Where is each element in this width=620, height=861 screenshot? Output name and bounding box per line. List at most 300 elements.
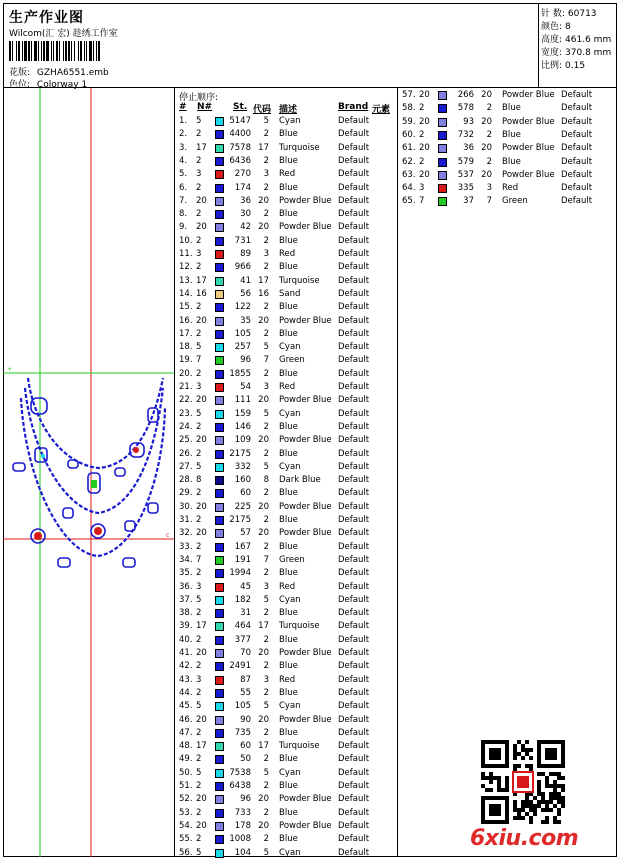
row-brand: Default: [338, 528, 370, 539]
row-description: Blue: [279, 541, 298, 552]
row-stitches: 735: [234, 727, 251, 738]
row-index: 23.: [179, 408, 193, 419]
row-needle: 2: [196, 421, 202, 432]
row-needle: 2: [196, 568, 202, 579]
row-stitches: 1008: [229, 834, 251, 845]
row-needle: 20: [196, 315, 207, 326]
row-description: Blue: [279, 727, 298, 738]
table-row: [175, 128, 395, 141]
table-row: [175, 461, 395, 474]
row-stitches: 266: [457, 90, 474, 100]
row-needle: 2: [196, 448, 202, 459]
row-description: Cyan: [279, 847, 301, 858]
row-index: 38.: [179, 608, 193, 619]
row-index: 13.: [179, 275, 193, 286]
row-description: Blue: [279, 634, 298, 645]
colorway-value: Colorway 1: [36, 80, 88, 90]
color-swatch: [215, 383, 224, 392]
meta-label: 针 数:: [541, 9, 565, 19]
table-row: [175, 567, 395, 580]
row-brand: Default: [338, 382, 370, 392]
row-description: Cyan: [279, 408, 301, 419]
color-swatch: [215, 343, 224, 352]
meta-row: [541, 45, 611, 58]
row-stitches: 732: [457, 129, 474, 140]
table-row: [398, 129, 618, 142]
row-brand: Default: [338, 461, 370, 472]
row-index: 11.: [179, 249, 193, 259]
row-stitches: 225: [234, 501, 251, 512]
color-swatch: [215, 396, 224, 405]
row-stitches: 57: [240, 528, 251, 539]
row-stitches: 70: [240, 648, 251, 658]
color-swatch: [215, 503, 224, 512]
row-index: 4.: [179, 155, 188, 166]
color-swatch: [438, 184, 447, 193]
row-code: 5: [263, 767, 269, 778]
row-description: Cyan: [279, 461, 301, 472]
row-description: Powder Blue: [279, 222, 332, 233]
row-index: 30.: [179, 501, 193, 512]
meta-label: 颜色:: [541, 22, 563, 32]
row-code: 20: [258, 648, 269, 658]
row-needle: 2: [196, 807, 202, 818]
color-swatch: [215, 809, 224, 818]
color-swatch: [215, 662, 224, 671]
row-brand: Default: [338, 794, 370, 805]
row-stitches: 7578: [229, 142, 251, 153]
row-stitches: 5147: [229, 116, 251, 126]
table-row: [175, 700, 395, 713]
color-swatch: [215, 237, 224, 246]
row-index: 56.: [179, 847, 193, 858]
row-index: 33.: [179, 541, 193, 552]
row-brand: Default: [338, 674, 370, 685]
row-stitches: 167: [234, 541, 251, 552]
row-index: 2.: [179, 129, 188, 140]
row-description: Powder Blue: [279, 435, 332, 446]
row-index: 45.: [179, 701, 193, 712]
row-code: 17: [258, 275, 269, 286]
table-row: [175, 634, 395, 647]
row-index: 25.: [179, 435, 193, 446]
row-description: Blue: [279, 262, 298, 273]
row-code: 20: [258, 528, 269, 539]
row-index: 19.: [179, 355, 193, 366]
row-brand: Default: [561, 103, 593, 114]
table-row: [175, 607, 395, 620]
row-needle: 2: [196, 488, 202, 499]
table-row: [175, 115, 395, 128]
table-row: [175, 288, 395, 301]
row-needle: 2: [196, 608, 202, 619]
row-stitches: 96: [240, 794, 251, 805]
row-brand: Default: [338, 155, 370, 166]
row-index: 49.: [179, 754, 193, 765]
row-needle: 3: [196, 581, 202, 592]
row-needle: 2: [196, 754, 202, 765]
table-row: [175, 155, 395, 168]
row-description: Turquoise: [279, 275, 320, 286]
row-index: 3.: [179, 142, 188, 153]
row-description: Turquoise: [279, 621, 320, 632]
table-row: [398, 182, 618, 195]
row-description: Cyan: [279, 701, 301, 712]
row-index: 7.: [179, 195, 188, 206]
row-description: Blue: [279, 421, 298, 432]
row-brand: Default: [338, 368, 370, 379]
row-code: 3: [263, 249, 269, 259]
row-code: 2: [263, 182, 269, 193]
row-code: 3: [486, 183, 492, 194]
row-brand: Default: [338, 288, 370, 299]
row-code: 20: [481, 143, 492, 154]
row-index: 55.: [179, 834, 193, 845]
row-brand: Default: [338, 328, 370, 339]
row-description: Blue: [502, 129, 521, 140]
row-stitches: 578: [457, 103, 474, 114]
col-header-code: 代码: [253, 105, 272, 115]
row-needle: 17: [196, 741, 207, 752]
row-needle: 20: [196, 501, 207, 512]
color-swatch: [215, 277, 224, 286]
table-row: [175, 847, 395, 860]
table-row: [175, 261, 395, 274]
row-index: 37.: [179, 594, 193, 605]
row-description: Powder Blue: [502, 116, 555, 127]
row-needle: 2: [196, 368, 202, 379]
row-index: 18.: [179, 342, 193, 353]
row-needle: 2: [196, 129, 202, 140]
row-stitches: 2175: [229, 515, 251, 525]
color-swatch: [215, 463, 224, 472]
row-brand: Default: [561, 156, 593, 167]
row-stitches: 54: [240, 382, 251, 392]
table-row: [175, 142, 395, 155]
table-row: [175, 275, 395, 288]
table-row: [398, 195, 618, 208]
svg-text:c: c: [166, 532, 170, 539]
row-index: 63.: [402, 169, 416, 180]
color-swatch: [215, 317, 224, 326]
color-sequence-column-1: [175, 88, 398, 857]
color-swatch: [215, 330, 224, 339]
row-description: Powder Blue: [279, 648, 332, 658]
row-needle: 2: [196, 182, 202, 193]
color-swatch: [215, 702, 224, 711]
row-index: 53.: [179, 807, 193, 818]
col-header-needle: N#: [197, 102, 213, 112]
row-stitches: 174: [234, 182, 251, 193]
row-needle: 20: [196, 222, 207, 233]
row-index: 35.: [179, 568, 193, 579]
row-brand: Default: [338, 222, 370, 233]
row-brand: Default: [338, 408, 370, 419]
row-stitches: 464: [234, 621, 251, 632]
row-index: 65.: [402, 196, 416, 207]
row-index: 27.: [179, 461, 193, 472]
table-row: [175, 740, 395, 753]
row-stitches: 42: [240, 222, 251, 233]
row-needle: 2: [196, 661, 202, 672]
row-code: 2: [263, 568, 269, 579]
row-stitches: 122: [234, 302, 251, 313]
table-row: [175, 620, 395, 633]
design-canvas: [3, 88, 175, 857]
row-index: 24.: [179, 421, 193, 432]
row-code: 8: [263, 475, 269, 486]
row-brand: Default: [338, 129, 370, 140]
row-stitches: 178: [234, 820, 251, 831]
row-brand: Default: [561, 90, 593, 100]
row-needle: 3: [196, 169, 202, 180]
table-row: [175, 594, 395, 607]
row-description: Dark Blue: [279, 475, 321, 486]
table-row: [398, 156, 618, 169]
color-swatch: [215, 543, 224, 552]
color-swatch: [215, 303, 224, 312]
row-code: 20: [258, 501, 269, 512]
color-swatch: [215, 489, 224, 498]
row-description: Cyan: [279, 342, 301, 353]
color-swatch: [215, 476, 224, 485]
row-description: Blue: [279, 807, 298, 818]
row-code: 20: [258, 315, 269, 326]
row-stitches: 50: [240, 754, 251, 765]
row-index: 61.: [402, 143, 416, 154]
row-index: 48.: [179, 741, 193, 752]
meta-label: 比例:: [541, 61, 563, 71]
row-code: 7: [486, 196, 492, 207]
page-title: 生产作业图: [9, 10, 84, 26]
row-index: 60.: [402, 129, 416, 140]
row-brand: Default: [338, 475, 370, 486]
table-row: [175, 221, 395, 234]
embroidery-preview: [3, 88, 174, 857]
color-swatch: [215, 689, 224, 698]
color-swatch: [438, 158, 447, 167]
row-description: Green: [502, 196, 528, 207]
row-index: 26.: [179, 448, 193, 459]
row-code: 3: [263, 581, 269, 592]
row-index: 54.: [179, 820, 193, 831]
row-stitches: 45: [240, 581, 251, 592]
row-needle: 2: [419, 129, 425, 140]
row-needle: 3: [419, 183, 425, 194]
row-description: Cyan: [279, 594, 301, 605]
color-swatch: [215, 144, 224, 153]
row-stitches: 7538: [229, 767, 251, 778]
row-brand: Default: [338, 342, 370, 353]
row-stitches: 191: [234, 554, 251, 565]
row-needle: 7: [419, 196, 425, 207]
row-code: 5: [263, 408, 269, 419]
row-code: 5: [263, 701, 269, 712]
table-row: [175, 448, 395, 461]
row-needle: 2: [196, 209, 202, 220]
col-header-num: #: [179, 102, 187, 112]
row-index: 28.: [179, 475, 193, 486]
row-brand: Default: [338, 741, 370, 752]
table-row: [398, 89, 618, 102]
color-swatch: [215, 755, 224, 764]
row-index: 44.: [179, 687, 193, 698]
row-index: 10.: [179, 235, 193, 246]
row-brand: Default: [338, 714, 370, 725]
row-code: 20: [481, 116, 492, 127]
row-needle: 20: [196, 395, 207, 406]
row-code: 2: [263, 421, 269, 432]
table-row: [398, 142, 618, 155]
row-code: 2: [263, 608, 269, 619]
row-needle: 20: [419, 116, 430, 127]
color-swatch: [438, 104, 447, 113]
row-stitches: 377: [234, 634, 251, 645]
table-row: [175, 408, 395, 421]
color-swatch: [215, 410, 224, 419]
row-index: 21.: [179, 382, 193, 392]
row-description: Turquoise: [279, 142, 320, 153]
row-brand: Default: [338, 608, 370, 619]
meta-value: 461.6 mm: [565, 35, 612, 45]
row-code: 2: [263, 328, 269, 339]
meta-label: 高度:: [541, 35, 563, 45]
row-needle: 2: [196, 727, 202, 738]
color-swatch: [215, 197, 224, 206]
row-stitches: 96: [240, 355, 251, 366]
table-row: [175, 501, 395, 514]
row-needle: 20: [419, 90, 430, 100]
row-needle: 5: [196, 594, 202, 605]
row-needle: 2: [196, 687, 202, 698]
row-stitches: 111: [234, 395, 251, 406]
color-swatch: [215, 184, 224, 193]
row-code: 2: [263, 235, 269, 246]
row-brand: Default: [338, 541, 370, 552]
row-brand: Default: [338, 395, 370, 406]
row-needle: 17: [196, 621, 207, 632]
row-brand: Default: [338, 262, 370, 273]
row-code: 2: [263, 661, 269, 672]
color-swatch: [438, 131, 447, 140]
row-needle: 20: [196, 714, 207, 725]
row-index: 64.: [402, 183, 416, 194]
table-row: [175, 674, 395, 687]
row-index: 36.: [179, 581, 193, 592]
table-row: [175, 301, 395, 314]
color-swatch: [215, 849, 224, 858]
color-swatch: [215, 210, 224, 219]
row-description: Blue: [279, 368, 298, 379]
row-description: Blue: [279, 209, 298, 220]
row-stitches: 109: [234, 435, 251, 446]
row-index: 17.: [179, 328, 193, 339]
row-index: 12.: [179, 262, 193, 273]
table-row: [175, 554, 395, 567]
color-swatch: [215, 516, 224, 525]
row-code: 7: [263, 355, 269, 366]
row-code: 2: [263, 634, 269, 645]
row-brand: Default: [338, 634, 370, 645]
row-needle: 20: [196, 528, 207, 539]
table-row: [175, 487, 395, 500]
row-stitches: 160: [234, 475, 251, 486]
color-swatch: [438, 91, 447, 100]
design-label: 花版:: [9, 68, 31, 78]
row-needle: 2: [196, 541, 202, 552]
row-code: 2: [263, 515, 269, 525]
row-code: 2: [263, 129, 269, 140]
stop-sequence-label: 停止顺序:: [179, 93, 219, 103]
row-index: 57.: [402, 90, 416, 100]
table-row: [175, 168, 395, 181]
meta-value: 60713: [567, 9, 597, 19]
row-description: Powder Blue: [279, 794, 332, 805]
row-stitches: 55: [240, 687, 251, 698]
row-stitches: 36: [240, 195, 251, 206]
row-stitches: 56: [240, 288, 251, 299]
row-brand: Default: [338, 807, 370, 818]
row-brand: Default: [338, 581, 370, 592]
row-description: Blue: [279, 754, 298, 765]
row-brand: Default: [338, 847, 370, 858]
table-row: [175, 541, 395, 554]
row-brand: Default: [338, 116, 370, 126]
row-brand: Default: [338, 594, 370, 605]
row-code: 2: [263, 209, 269, 220]
row-needle: 16: [196, 288, 207, 299]
row-description: Blue: [279, 515, 298, 525]
row-needle: 8: [196, 475, 202, 486]
table-row: [398, 116, 618, 129]
row-needle: 2: [196, 155, 202, 166]
row-description: Blue: [279, 608, 298, 619]
row-index: 32.: [179, 528, 193, 539]
row-code: 3: [263, 674, 269, 685]
row-brand: Default: [338, 315, 370, 326]
row-code: 2: [486, 156, 492, 167]
row-code: 5: [263, 342, 269, 353]
table-row: [175, 368, 395, 381]
row-stitches: 35: [240, 315, 251, 326]
row-stitches: 335: [457, 183, 474, 194]
row-index: 58.: [402, 103, 416, 114]
row-description: Powder Blue: [279, 315, 332, 326]
row-code: 2: [263, 807, 269, 818]
company-name: Wilcom(汇 宏) 趁绣工作室: [9, 29, 118, 39]
watermark-logo: 6xiu.com: [470, 826, 579, 851]
row-brand: Default: [561, 129, 593, 140]
row-stitches: 104: [234, 847, 251, 858]
row-needle: 20: [196, 794, 207, 805]
row-index: 15.: [179, 302, 193, 313]
table-row: [175, 421, 395, 434]
row-code: 17: [258, 142, 269, 153]
row-brand: Default: [338, 275, 370, 286]
row-description: Powder Blue: [279, 195, 332, 206]
color-swatch: [438, 197, 447, 206]
row-brand: Default: [338, 781, 370, 791]
row-stitches: 733: [234, 807, 251, 818]
row-needle: 5: [196, 461, 202, 472]
table-row: [175, 354, 395, 367]
row-stitches: 257: [234, 342, 251, 353]
row-code: 5: [263, 847, 269, 858]
row-needle: 3: [196, 674, 202, 685]
row-brand: Default: [338, 448, 370, 459]
row-description: Blue: [279, 687, 298, 698]
row-description: Sand: [279, 288, 301, 299]
